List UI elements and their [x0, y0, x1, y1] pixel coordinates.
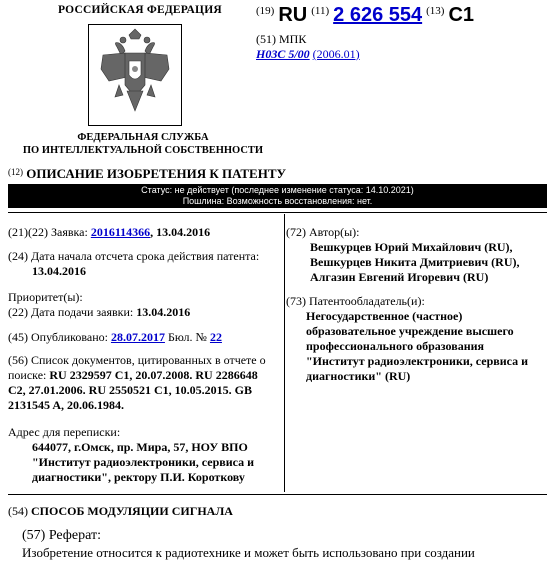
owner-label: (73) Патентообладатель(и): [286, 294, 425, 308]
author-2: Вешкурцев Никита Дмитриевич (RU), [310, 255, 520, 269]
bulletin-number-link[interactable]: 22 [209, 330, 222, 344]
ipc-label: (51) МПК [256, 32, 307, 46]
published-field [8, 330, 278, 345]
term-start-date: 13.04.2016 [32, 264, 86, 278]
country-code: RU [278, 4, 308, 26]
cited-docs-field [8, 353, 278, 413]
kind-code: C1 [448, 4, 475, 26]
column-divider [284, 214, 285, 492]
priority-label: Приоритет(ы): [8, 290, 83, 304]
term-start-label: (24) Дата начала отсчета срока действия патента: [8, 249, 260, 263]
agency-name [8, 131, 278, 157]
cited-docs-list: RU 2329597 C1, 20.07.2008. RU 2286648 C2, 27.01.2006. RU 2550521 C1, 10.05.2015. GB 2131545 A, 20.06.1984. [8, 368, 258, 412]
divider-top [8, 212, 547, 213]
ipc-version-link[interactable]: (2006.01) [312, 47, 360, 61]
priority-field [8, 290, 278, 320]
application-label: (21)(22) Заявка: [8, 225, 88, 239]
patent-number-link[interactable]: 2 626 554 [333, 4, 423, 26]
abstract-text: Изобретение относится к радиотехнике и может быть использовано при создании [22, 545, 475, 560]
filing-date: 13.04.2016 [136, 305, 191, 319]
ipc-block [256, 32, 360, 62]
published-date-link[interactable]: 28.07.2017 [110, 330, 165, 344]
divider-bottom [8, 494, 547, 495]
bulletin-label: Бюл. № [167, 330, 207, 344]
document-title [8, 166, 286, 182]
status-text: Статус: не действует (последнее изменение статуса: 14.10.2021) [141, 185, 414, 195]
cited-docs-label: (56) Список документов, цитированных в отчете о поиске: [8, 353, 266, 382]
code-12: (12) [8, 167, 23, 177]
fee-text: Пошлина: Возможность восстановления: нет. [182, 196, 373, 206]
abstract-label: (57) Реферат: [22, 528, 101, 543]
invention-title [8, 504, 233, 519]
author-3: Алгазин Евгений Игоревич (RU) [310, 270, 489, 284]
address-label: Адрес для переписки: [8, 425, 121, 439]
agency-line-1: ФЕДЕРАЛЬНАЯ СЛУЖБА [77, 132, 209, 143]
published-label: (45) Опубликовано: [8, 330, 108, 344]
application-number-link[interactable]: 2016114366 [90, 225, 151, 239]
country-name: РОССИЙСКАЯ ФЕДЕРАЦИЯ [58, 4, 222, 16]
code-54: (54) [8, 504, 28, 518]
author-1: Вешкурцев Юрий Михайлович (RU), [310, 240, 513, 254]
address-field [8, 425, 278, 485]
application-date: , 13.04.2016 [150, 225, 211, 239]
owner-text: Негосударственное (частное) образовательное учреждение высшего профессионального образования "Институт радиоэлектроники, сервиса и диагностики" (RU) [306, 309, 529, 383]
filing-date-label: (22) Дата подачи заявки: [8, 305, 134, 319]
agency-line-2: ПО ИНТЕЛЛЕКТУАЛЬНОЙ СОБСТВЕННОСТИ [22, 145, 264, 156]
russian-coat-of-arms-icon [88, 24, 182, 126]
code-13: (13) [426, 5, 445, 17]
code-19: (19) [256, 5, 275, 17]
owner-field [286, 294, 544, 384]
ipc-class-link[interactable]: H03C 5/00 [256, 47, 310, 61]
document-title-text: ОПИСАНИЕ ИЗОБРЕТЕНИЯ К ПАТЕНТУ [26, 166, 287, 181]
application-field [8, 225, 278, 240]
term-start-field [8, 249, 278, 279]
publication-number-block [256, 4, 474, 27]
invention-title-text: СПОСОБ МОДУЛЯЦИИ СИГНАЛА [31, 504, 233, 518]
status-bar [8, 184, 547, 208]
authors-field [286, 225, 544, 285]
address-text: 644077, г.Омск, пр. Мира, 57, НОУ ВПО "Институт радиоэлектроники, сервиса и диагностики", ректору П.И. Короткову [32, 440, 255, 484]
code-11: (11) [311, 5, 330, 17]
authors-label: (72) Автор(ы): [286, 225, 360, 239]
